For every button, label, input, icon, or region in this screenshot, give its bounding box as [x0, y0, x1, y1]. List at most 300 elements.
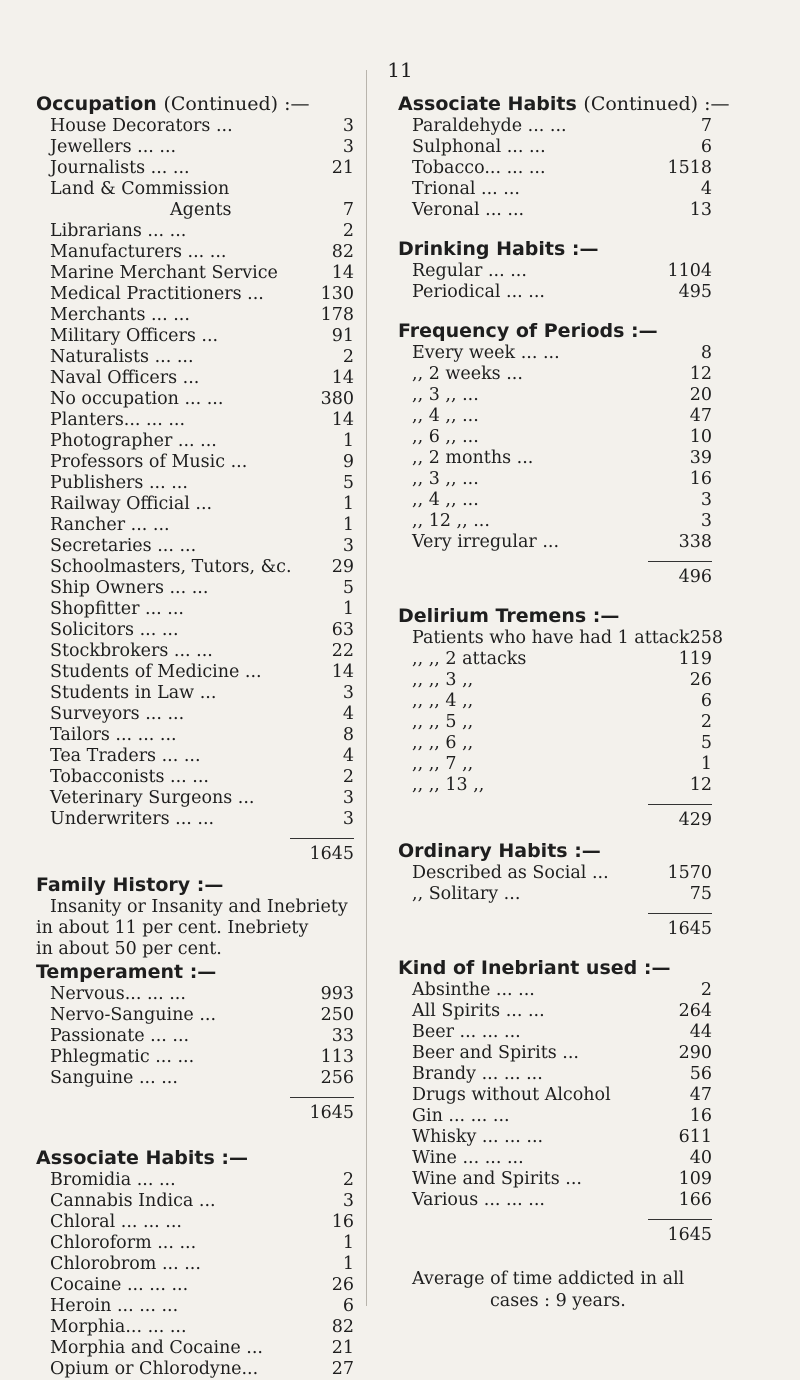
left-column: [36, 92, 354, 1380]
item-value: 33: [331, 1026, 354, 1046]
ordinary-total-rule: [648, 913, 712, 914]
item-label: Described as Social ...: [412, 863, 609, 883]
item-label: Planters... ... ...: [50, 410, 186, 430]
list-item: [398, 158, 712, 179]
list-item: [398, 261, 712, 282]
family-history-heading: Family History :—: [36, 874, 224, 896]
item-value: 1: [342, 515, 354, 535]
ordinary-habits-heading: Ordinary Habits :—: [398, 840, 601, 862]
list-item: [398, 406, 712, 427]
item-label: Rancher ... ...: [50, 515, 170, 535]
item-value: 44: [689, 1022, 712, 1042]
item-value: 47: [689, 406, 712, 426]
item-value: 109: [678, 1169, 712, 1189]
item-label: Publishers ... ...: [50, 473, 188, 493]
item-value: 2: [342, 1170, 354, 1190]
list-item: [36, 578, 354, 599]
item-label: Beer and Spirits ...: [412, 1043, 579, 1063]
list-item: [36, 1317, 354, 1338]
delirium-heading: Delirium Tremens :—: [398, 605, 620, 627]
list-item: [398, 712, 712, 733]
item-value: 380: [320, 389, 354, 409]
item-label: Naturalists ... ...: [50, 347, 194, 367]
list-item: [36, 809, 354, 830]
item-value: 14: [331, 263, 354, 283]
list-item: [398, 1043, 712, 1064]
item-value: 3: [342, 137, 354, 157]
item-value: 119: [678, 649, 712, 669]
item-label: ,, 3 ,, ...: [412, 469, 479, 489]
item-value: 63: [331, 620, 354, 640]
item-label: Whisky ... ... ...: [412, 1127, 544, 1147]
inebriant-heading: Kind of Inebriant used :—: [398, 957, 671, 979]
item-value: 12: [689, 775, 712, 795]
item-label: Every week ... ...: [412, 343, 560, 363]
list-item: [36, 557, 354, 578]
item-label: ,, 4 ,, ...: [412, 406, 479, 426]
item-value: 1: [342, 1254, 354, 1274]
delirium-total: 429: [678, 810, 712, 830]
delirium-list: [398, 628, 724, 796]
item-value: 6: [700, 137, 712, 157]
list-item: [36, 788, 354, 809]
item-label: Land & Commission: [50, 179, 230, 199]
list-item: [36, 1068, 354, 1089]
item-value: 4: [342, 704, 354, 724]
item-value: 29: [331, 557, 354, 577]
list-item: [398, 427, 712, 448]
item-label: Sulphonal ... ...: [412, 137, 546, 157]
item-value: 5: [342, 473, 354, 493]
item-value: 1: [342, 494, 354, 514]
list-item: [36, 1296, 354, 1317]
item-label: Sanguine ... ...: [50, 1068, 178, 1088]
item-label: Students of Medicine ...: [50, 662, 262, 682]
item-value: 178: [320, 305, 354, 325]
list-item: [398, 1001, 712, 1022]
occupation-list: [36, 116, 354, 830]
item-value: 1: [342, 431, 354, 451]
item-label: Periodical ... ...: [412, 282, 545, 302]
item-value: 113: [320, 1047, 354, 1067]
item-label: Professors of Music ...: [50, 452, 248, 472]
item-value: 2: [342, 221, 354, 241]
list-item: [36, 137, 354, 158]
list-item: [36, 599, 354, 620]
item-value: 16: [331, 1212, 354, 1232]
frequency-total: 496: [678, 567, 712, 587]
item-label: Tobacconists ... ...: [50, 767, 209, 787]
item-label: All Spirits ... ...: [412, 1001, 545, 1021]
list-item: [398, 691, 712, 712]
list-item: [36, 984, 354, 1005]
list-item: [36, 284, 354, 305]
list-item: [36, 515, 354, 536]
occupation-total-rule: [290, 838, 354, 839]
item-value: 1570: [667, 863, 712, 883]
list-item: [36, 725, 354, 746]
list-item: [36, 200, 354, 221]
item-label: Marine Merchant Service: [50, 263, 278, 283]
item-label: ,, 12 ,, ...: [412, 511, 490, 531]
item-label: ,, 4 ,, ...: [412, 490, 479, 510]
item-value: 82: [331, 1317, 354, 1337]
item-value: 3: [700, 511, 712, 531]
item-label: Veronal ... ...: [412, 200, 525, 220]
list-item: [36, 179, 354, 200]
list-item: [398, 1169, 712, 1190]
item-value: 16: [689, 469, 712, 489]
temperament-list: [36, 984, 354, 1089]
occupation-total: 1645: [309, 844, 354, 864]
item-value: 21: [331, 158, 354, 178]
temperament-heading: Temperament :—: [36, 961, 217, 983]
associate-habits-cont-heading: Associate Habits (Continued) :—: [398, 93, 730, 115]
list-item: [36, 641, 354, 662]
list-item: [398, 754, 712, 775]
average-addiction-note: [398, 1268, 712, 1312]
list-item: [398, 116, 712, 137]
item-value: 258: [689, 628, 724, 648]
list-item: [36, 1026, 354, 1047]
item-value: 1: [700, 754, 712, 774]
list-item: [398, 1022, 712, 1043]
item-label: Beer ... ... ...: [412, 1022, 521, 1042]
list-item: [36, 431, 354, 452]
item-label: Jewellers ... ...: [50, 137, 177, 157]
occupation-heading: Occupation (Continued) :—: [36, 93, 310, 115]
item-label: ,, 6 ,, ...: [412, 427, 479, 447]
list-item: [36, 347, 354, 368]
list-item: [36, 473, 354, 494]
item-label: Veterinary Surgeons ...: [50, 788, 255, 808]
list-item: [36, 1233, 354, 1254]
item-label: Brandy ... ... ...: [412, 1064, 543, 1084]
item-label: Bromidia ... ...: [50, 1170, 176, 1190]
item-value: 9: [342, 452, 354, 472]
item-label: ,, 2 weeks ...: [412, 364, 523, 384]
list-item: [398, 469, 712, 490]
list-item: [398, 1106, 712, 1127]
list-item: [36, 263, 354, 284]
item-label: Ship Owners ... ...: [50, 578, 209, 598]
list-item: [398, 884, 712, 905]
item-label: No occupation ... ...: [50, 389, 224, 409]
item-value: 4: [342, 746, 354, 766]
list-item: [398, 364, 712, 385]
item-value: 82: [331, 242, 354, 262]
list-item: [398, 343, 712, 364]
list-item: [36, 221, 354, 242]
list-item: [398, 733, 712, 754]
item-label: ,, ,, 13 ,,: [412, 775, 485, 795]
item-value: 2: [342, 767, 354, 787]
list-item: [398, 282, 712, 303]
item-label: ,, ,, 6 ,,: [412, 733, 474, 753]
item-value: 14: [331, 662, 354, 682]
item-label: Tea Traders ... ...: [50, 746, 201, 766]
item-label: Cocaine ... ... ...: [50, 1275, 189, 1295]
item-value: 338: [678, 532, 712, 552]
item-value: 1: [342, 1233, 354, 1253]
list-item: [398, 532, 712, 553]
item-value: 56: [689, 1064, 712, 1084]
list-item: [36, 1212, 354, 1233]
list-item: [36, 494, 354, 515]
item-value: 166: [678, 1190, 712, 1210]
item-label: Surveyors ... ...: [50, 704, 185, 724]
item-value: 3: [342, 683, 354, 703]
item-value: 21: [331, 1338, 354, 1358]
list-item: [36, 452, 354, 473]
item-label: Heroin ... ... ...: [50, 1296, 179, 1316]
item-label: Morphia... ... ...: [50, 1317, 187, 1337]
item-label: Medical Practitioners ...: [50, 284, 264, 304]
list-item: [398, 1148, 712, 1169]
item-value: 2: [700, 980, 712, 1000]
list-item: [398, 628, 724, 649]
frequency-list: [398, 343, 712, 553]
ordinary-total: 1645: [667, 919, 712, 939]
item-value: 495: [678, 282, 712, 302]
temperament-total: 1645: [309, 1103, 354, 1123]
item-value: 7: [342, 200, 354, 220]
item-value: 6: [342, 1296, 354, 1316]
item-label: Patients who have had 1 attack: [412, 628, 690, 648]
item-label: Chloral ... ... ...: [50, 1212, 182, 1232]
item-value: 5: [700, 733, 712, 753]
item-label: Journalists ... ...: [50, 158, 190, 178]
item-label: Drugs without Alcohol: [412, 1085, 611, 1105]
list-item: [398, 863, 712, 884]
item-label: Librarians ... ...: [50, 221, 187, 241]
item-value: 14: [331, 368, 354, 388]
item-label: ,, ,, 2 attacks: [412, 649, 527, 669]
item-value: 3: [342, 809, 354, 829]
item-label: Regular ... ...: [412, 261, 527, 281]
list-item: [36, 158, 354, 179]
item-value: 47: [689, 1085, 712, 1105]
item-label: Manufacturers ... ...: [50, 242, 227, 262]
item-value: 2: [700, 712, 712, 732]
item-label: Morphia and Cocaine ...: [50, 1338, 263, 1358]
item-label: Solicitors ... ...: [50, 620, 179, 640]
item-value: 12: [689, 364, 712, 384]
item-value: 256: [320, 1068, 354, 1088]
item-value: 20: [689, 385, 712, 405]
list-item: [398, 980, 712, 1001]
item-label: ,, ,, 3 ,,: [412, 670, 474, 690]
list-item: [398, 1085, 712, 1106]
associate-habits-heading: Associate Habits :—: [36, 1147, 248, 1169]
item-value: 13: [689, 200, 712, 220]
item-label: Railway Official ...: [50, 494, 213, 514]
list-item: [398, 137, 712, 158]
item-label: Chloroform ... ...: [50, 1233, 197, 1253]
item-label: Agents: [170, 200, 232, 220]
item-label: Nervous... ... ...: [50, 984, 186, 1004]
item-label: Tobacco... ... ...: [412, 158, 546, 178]
average-line-1: Average of time addicted in all: [412, 1269, 685, 1289]
item-value: 1104: [667, 261, 712, 281]
item-label: ,, Solitary ...: [412, 884, 521, 904]
item-label: Nervo-Sanguine ...: [50, 1005, 217, 1025]
item-label: ,, ,, 4 ,,: [412, 691, 474, 711]
item-label: Tailors ... ... ...: [50, 725, 177, 745]
item-value: 10: [689, 427, 712, 447]
item-value: 3: [342, 116, 354, 136]
item-label: Trional ... ...: [412, 179, 520, 199]
list-item: [36, 242, 354, 263]
item-value: 264: [678, 1001, 712, 1021]
item-label: Shopfitter ... ...: [50, 599, 184, 619]
item-value: 611: [678, 1127, 712, 1147]
item-label: Passionate ... ...: [50, 1026, 190, 1046]
item-label: Merchants ... ...: [50, 305, 190, 325]
item-value: 26: [331, 1275, 354, 1295]
page-number: 11: [387, 58, 413, 82]
item-label: Gin ... ... ...: [412, 1106, 510, 1126]
item-value: 6: [700, 691, 712, 711]
family-history-line-3: in about 50 per cent.: [36, 939, 222, 959]
list-item: [36, 1005, 354, 1026]
item-value: 3: [700, 490, 712, 510]
drinking-habits-heading: Drinking Habits :—: [398, 238, 599, 260]
list-item: [36, 305, 354, 326]
column-divider: [366, 70, 367, 1306]
item-label: ,, 3 ,, ...: [412, 385, 479, 405]
inebriant-total: 1645: [667, 1225, 712, 1245]
list-item: [36, 662, 354, 683]
item-value: 1518: [667, 158, 712, 178]
item-label: Naval Officers ...: [50, 368, 200, 388]
item-value: 75: [689, 884, 712, 904]
item-label: Cannabis Indica ...: [50, 1191, 216, 1211]
family-history-line-2: in about 11 per cent. Inebriety: [36, 918, 309, 938]
item-value: 14: [331, 410, 354, 430]
item-label: Photographer ... ...: [50, 431, 217, 451]
item-label: Military Officers ...: [50, 326, 219, 346]
list-item: [398, 385, 712, 406]
item-value: 7: [700, 116, 712, 136]
list-item: [398, 179, 712, 200]
item-value: 27: [331, 1359, 354, 1379]
item-value: 290: [678, 1043, 712, 1063]
item-label: Phlegmatic ... ...: [50, 1047, 195, 1067]
average-line-2: cases : 9 years.: [490, 1291, 626, 1311]
list-item: [36, 1047, 354, 1068]
inebriant-list: [398, 980, 712, 1211]
item-value: 3: [342, 536, 354, 556]
item-label: ,, 2 months ...: [412, 448, 534, 468]
family-history-line-1: Insanity or Insanity and Inebriety: [50, 897, 348, 917]
delirium-total-rule: [648, 804, 712, 805]
item-value: 993: [320, 984, 354, 1004]
item-value: 4: [700, 179, 712, 199]
list-item: [36, 1338, 354, 1359]
temperament-total-rule: [290, 1097, 354, 1098]
associate-habits-list: [36, 1170, 354, 1380]
list-item: [398, 448, 712, 469]
item-value: 250: [320, 1005, 354, 1025]
list-item: [398, 490, 712, 511]
list-item: [398, 649, 712, 670]
list-item: [36, 116, 354, 137]
item-label: Schoolmasters, Tutors, &c.: [50, 557, 292, 577]
list-item: [398, 775, 712, 796]
list-item: [36, 1275, 354, 1296]
item-label: Chlorobrom ... ...: [50, 1254, 201, 1274]
item-label: House Decorators ...: [50, 116, 233, 136]
list-item: [398, 200, 712, 221]
item-value: 3: [342, 1191, 354, 1211]
list-item: [36, 746, 354, 767]
associate-habits-cont-list: [398, 116, 712, 221]
item-label: Wine and Spirits ...: [412, 1169, 582, 1189]
item-value: 22: [331, 641, 354, 661]
item-label: Underwriters ... ...: [50, 809, 215, 829]
list-item: [36, 1254, 354, 1275]
item-label: Absinthe ... ...: [412, 980, 535, 1000]
list-item: [36, 1191, 354, 1212]
item-value: 130: [320, 284, 354, 304]
list-item: [36, 1359, 354, 1380]
list-item: [36, 410, 354, 431]
item-value: 26: [689, 670, 712, 690]
item-value: 39: [689, 448, 712, 468]
list-item: [36, 1170, 354, 1191]
item-label: Very irregular ...: [412, 532, 560, 552]
item-value: 8: [342, 725, 354, 745]
list-item: [398, 511, 712, 532]
list-item: [36, 326, 354, 347]
item-label: Students in Law ...: [50, 683, 217, 703]
right-column: [398, 92, 730, 1312]
item-label: Various ... ... ...: [412, 1190, 545, 1210]
list-item: [36, 704, 354, 725]
inebriant-total-rule: [648, 1219, 712, 1220]
item-value: 16: [689, 1106, 712, 1126]
item-value: 5: [342, 578, 354, 598]
item-label: Stockbrokers ... ...: [50, 641, 213, 661]
item-label: Opium or Chlorodyne...: [50, 1359, 259, 1379]
drinking-habits-list: [398, 261, 712, 303]
item-label: Wine ... ... ...: [412, 1148, 524, 1168]
item-value: 1: [342, 599, 354, 619]
list-item: [36, 389, 354, 410]
item-value: 2: [342, 347, 354, 367]
frequency-heading: Frequency of Periods :—: [398, 320, 658, 342]
list-item: [398, 670, 712, 691]
item-value: 91: [331, 326, 354, 346]
list-item: [398, 1127, 712, 1148]
list-item: [36, 767, 354, 788]
item-label: Paraldehyde ... ...: [412, 116, 567, 136]
item-label: ,, ,, 5 ,,: [412, 712, 474, 732]
item-label: ,, ,, 7 ,,: [412, 754, 474, 774]
item-value: 8: [700, 343, 712, 363]
list-item: [36, 368, 354, 389]
list-item: [36, 683, 354, 704]
list-item: [36, 536, 354, 557]
item-label: Secretaries ... ...: [50, 536, 197, 556]
item-value: 40: [689, 1148, 712, 1168]
ordinary-habits-list: [398, 863, 712, 905]
list-item: [398, 1190, 712, 1211]
frequency-total-rule: [648, 561, 712, 562]
item-value: 3: [342, 788, 354, 808]
list-item: [36, 620, 354, 641]
